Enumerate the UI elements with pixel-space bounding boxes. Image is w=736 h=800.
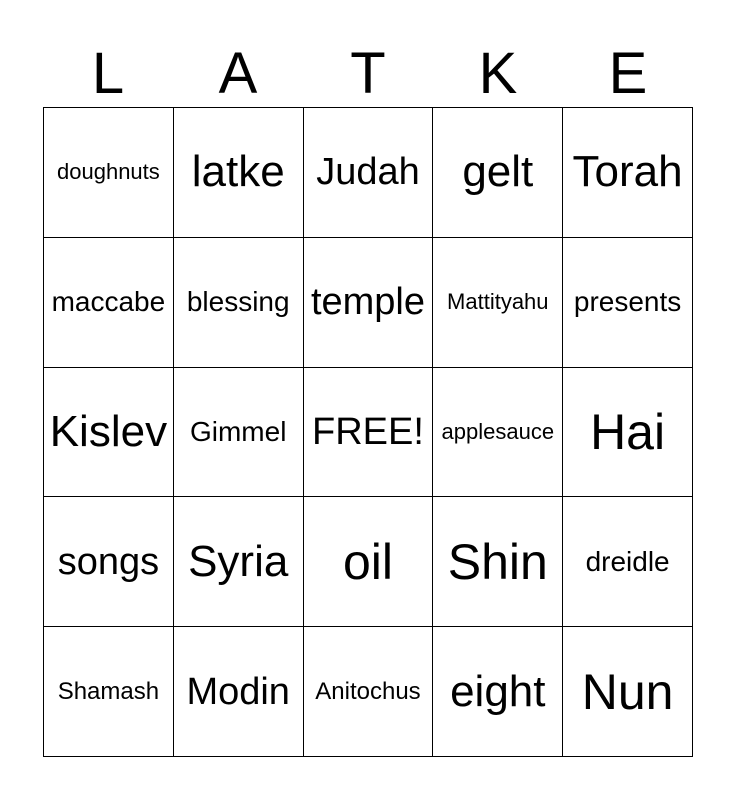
header-letter-e: E bbox=[608, 41, 648, 106]
bingo-cell[interactable]: songs bbox=[44, 497, 174, 627]
bingo-cell[interactable]: Mattityahu bbox=[433, 238, 563, 368]
bingo-cell[interactable]: presents bbox=[563, 238, 693, 368]
bingo-cell[interactable]: Anitochus bbox=[304, 627, 434, 757]
bingo-cell[interactable]: Kislev bbox=[44, 368, 174, 498]
bingo-cell[interactable]: gelt bbox=[433, 108, 563, 238]
bingo-board bbox=[43, 107, 693, 757]
bingo-cell[interactable]: Torah bbox=[563, 108, 693, 238]
bingo-cell[interactable]: eight bbox=[433, 627, 563, 757]
bingo-cell[interactable]: maccabe bbox=[44, 238, 174, 368]
header-letter-l: L bbox=[91, 41, 125, 106]
header-letter-k: K bbox=[478, 41, 518, 106]
bingo-cell[interactable]: Shin bbox=[433, 497, 563, 627]
bingo-cell[interactable]: Nun bbox=[563, 627, 693, 757]
bingo-cell[interactable]: latke bbox=[174, 108, 304, 238]
bingo-cell[interactable]: applesauce bbox=[433, 368, 563, 498]
header-letter-a: A bbox=[218, 41, 258, 106]
bingo-cell[interactable]: blessing bbox=[174, 238, 304, 368]
bingo-cell[interactable]: temple bbox=[304, 238, 434, 368]
bingo-cell[interactable]: oil bbox=[304, 497, 434, 627]
bingo-cell[interactable]: Syria bbox=[174, 497, 304, 627]
bingo-cell[interactable]: Shamash bbox=[44, 627, 174, 757]
bingo-header bbox=[43, 40, 693, 108]
bingo-cell[interactable]: Judah bbox=[304, 108, 434, 238]
bingo-cell[interactable]: Modin bbox=[174, 627, 304, 757]
header-letter-t: T bbox=[350, 41, 386, 106]
bingo-cell[interactable]: dreidle bbox=[563, 497, 693, 627]
free-space[interactable]: FREE! bbox=[304, 368, 434, 498]
bingo-cell[interactable]: Gimmel bbox=[174, 368, 304, 498]
bingo-cell[interactable]: Hai bbox=[563, 368, 693, 498]
bingo-cell[interactable]: doughnuts bbox=[44, 108, 174, 238]
